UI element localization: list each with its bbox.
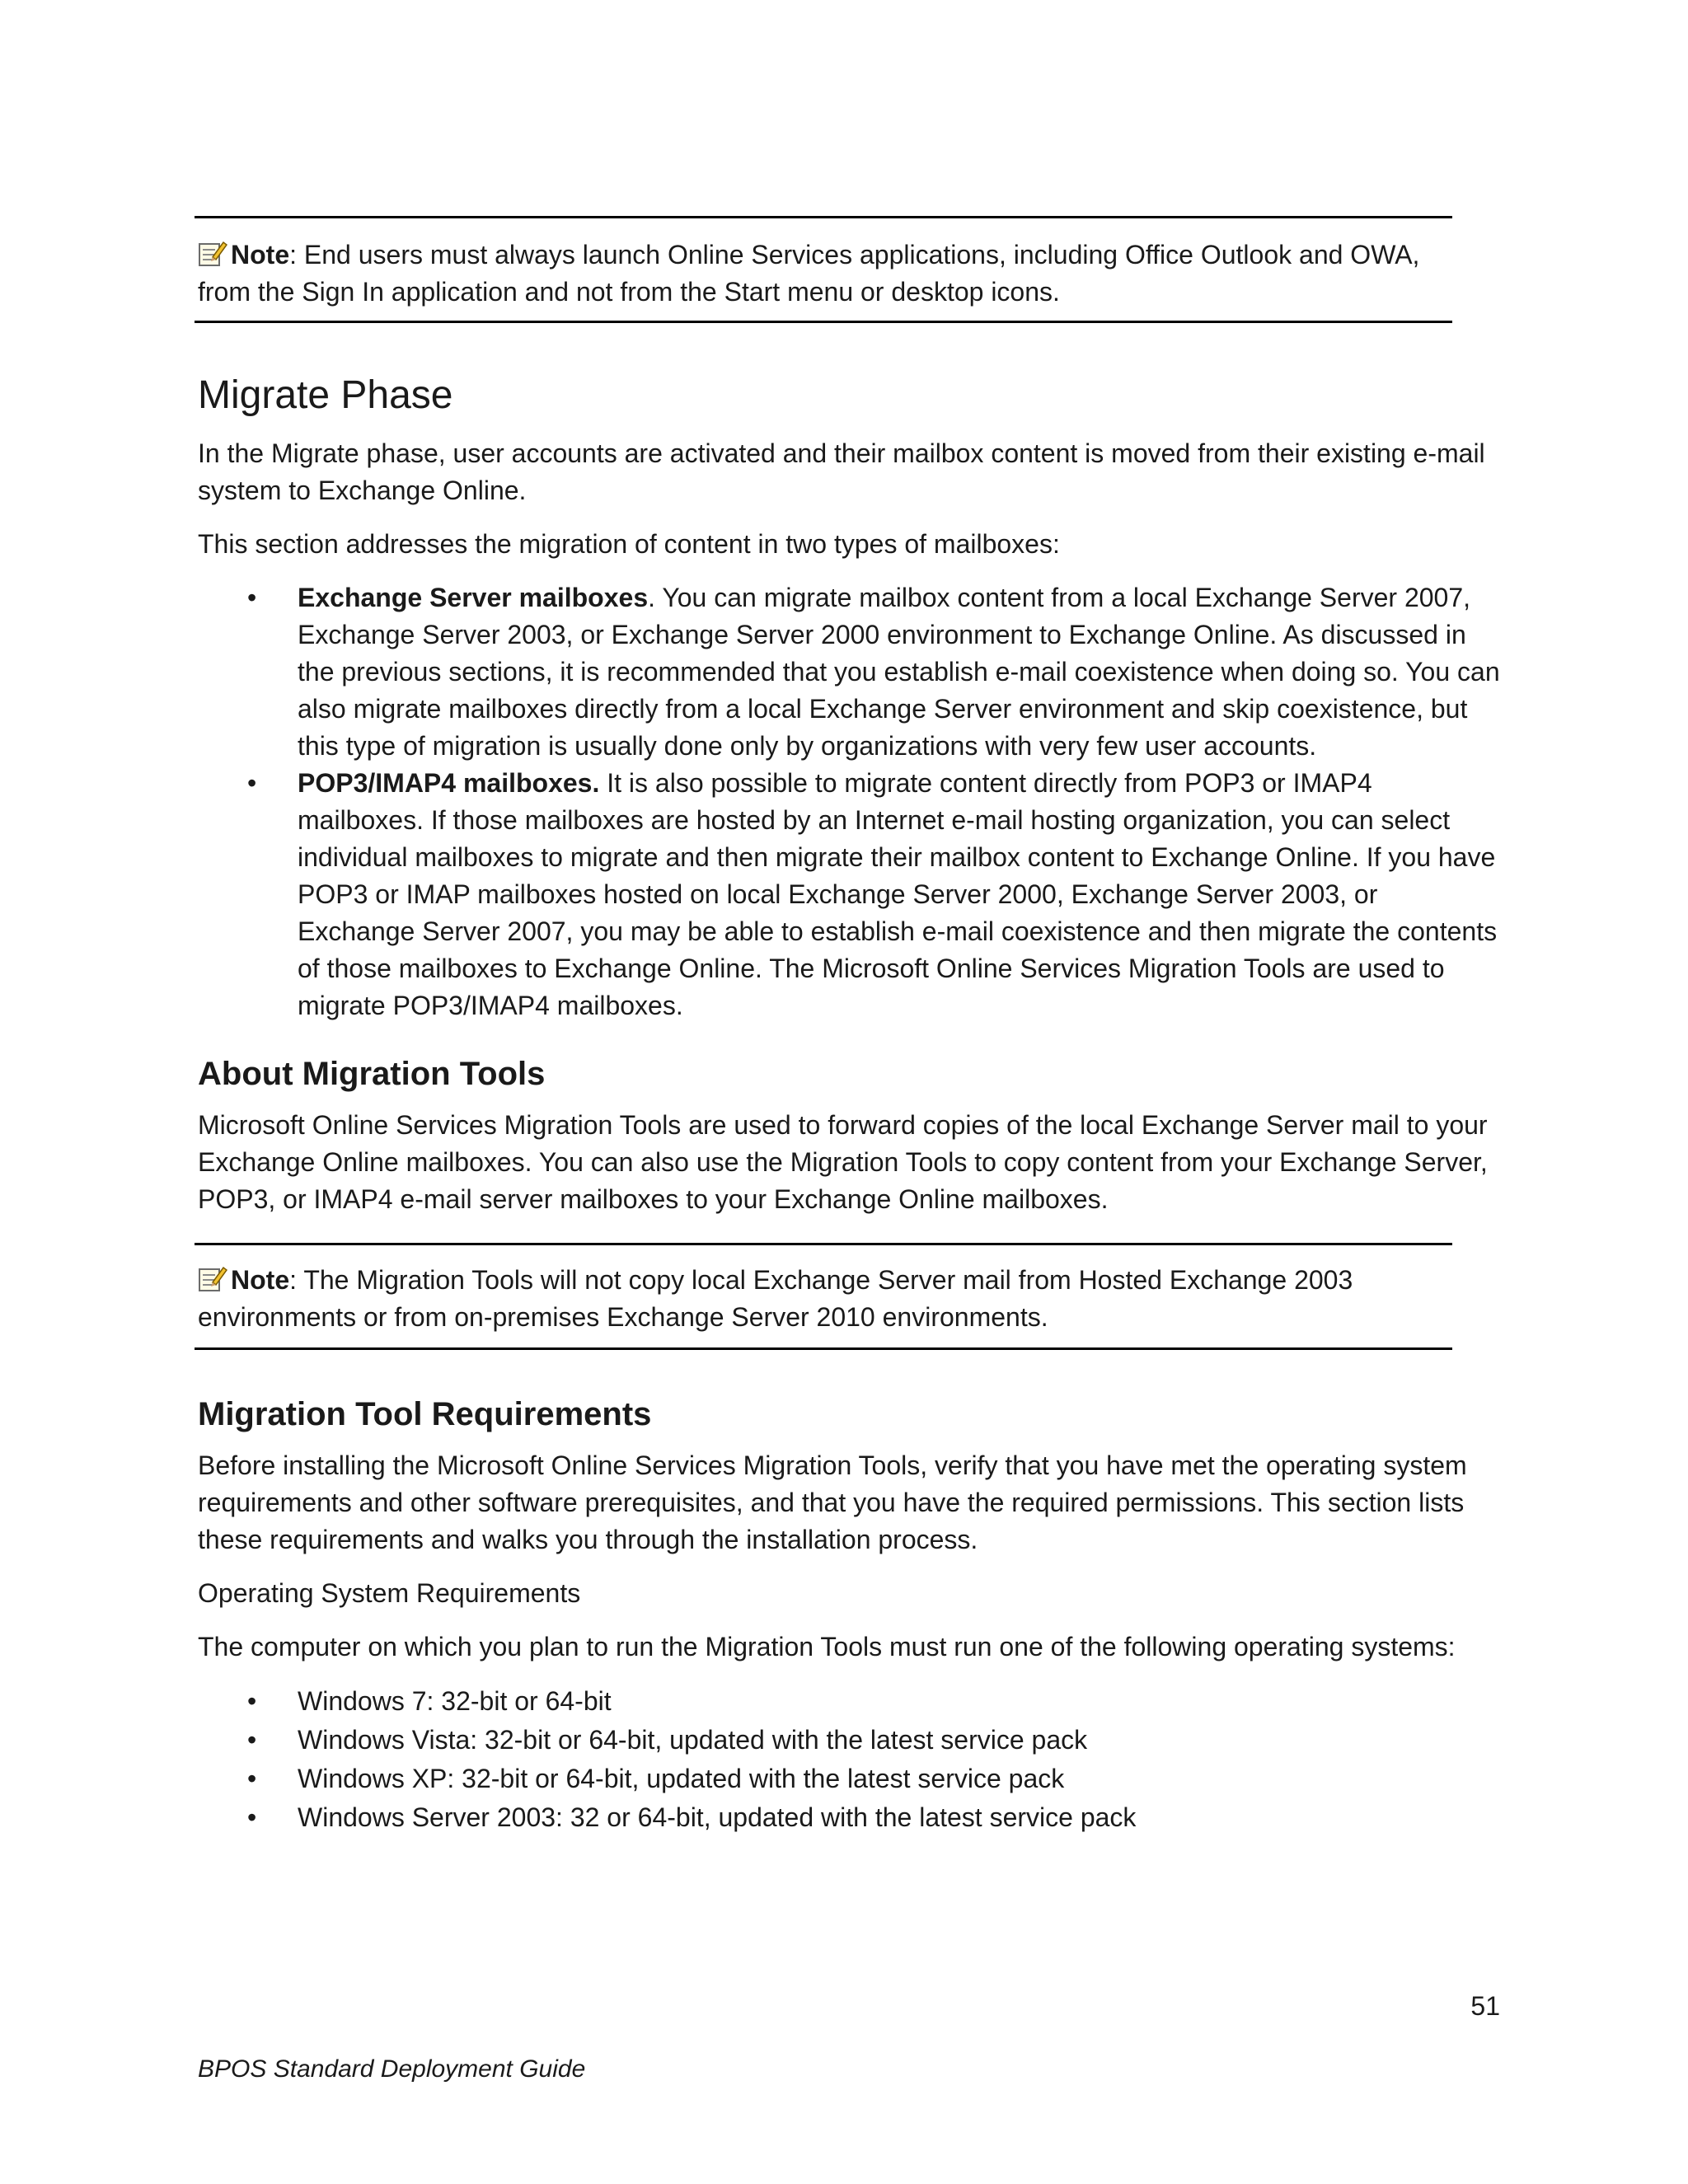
note-label: Note [231, 1265, 290, 1295]
page-number: 51 [1470, 1991, 1500, 2021]
page-content [198, 216, 1500, 1837]
list-item [198, 765, 1500, 1024]
list-item-term: POP3/IMAP4 mailboxes. [298, 768, 600, 798]
requirements-body: Before installing the Microsoft Online Services Migration Tools, verify that you have met the operating system requirements and other software prerequisites, and that you have the required permissions. This section lists these requirements and walks you through the installation process. [198, 1451, 1467, 1554]
migrate-section-intro: This section addresses the migration of content in two types of mailboxes: [198, 529, 1060, 559]
bullet: • [247, 768, 257, 798]
about-migration-tools-heading: About Migration Tools [198, 1056, 546, 1092]
list-item-text: It is also possible to migrate content directly from POP3 or IMAP4 mailboxes. If those mailboxes are hosted by an Internet e-mail hosting organization, you can select individual mailboxes to migrate and then migrate their mailbox content to Exchange Online. If you have POP3 or IMAP mailboxes hosted on local Exchange Server 2000, Exchange Server 2003, or Exchange Server 2007, you may be able to establish e-mail coexistence and then migrate the contents of those mailboxes to Exchange Online. The Microsoft Online Services Migration Tools are used to migrate POP3/IMAP4 mailboxes. [298, 768, 1498, 1020]
migration-tool-requirements-heading: Migration Tool Requirements [198, 1396, 652, 1432]
bullet: • [247, 1764, 257, 1793]
bullet: • [247, 583, 257, 612]
list-item [198, 1682, 1500, 1721]
note-text: : End users must always launch Online Services applications, including Office Outlook and OWA, from the Sign In application and not from the Start menu or desktop icons. [198, 240, 1420, 307]
list-item [198, 579, 1500, 765]
list-item [198, 1760, 1500, 1798]
list-item [198, 1721, 1500, 1760]
os-item: Windows Server 2003: 32 or 64-bit, updated with the latest service pack [298, 1802, 1137, 1832]
list-item-text: . You can migrate mailbox content from a local Exchange Server 2007, Exchange Server 2003, or Exchange Server 2000 environment to Exchange Online. As discussed in the previous sections, it is recommended that you establish e-mail coexistence when doing so. You can also migrate mailboxes directly from a local Exchange Server environment and skip coexistence, but this type of migration is usually done only by organizations with very few user accounts. [298, 583, 1500, 761]
note-label: Note [231, 240, 290, 269]
note-box [195, 216, 1452, 323]
note-box [195, 1243, 1452, 1350]
about-migration-tools-body: Microsoft Online Services Migration Tools are used to forward copies of the local Exchange Server mail to your Exchange Online mailboxes. You can also use the Migration Tools to copy content from your Exchange Server, POP3, or IMAP4 e-mail server mailboxes to your Exchange Online mailboxes. [198, 1110, 1488, 1214]
list-item-term: Exchange Server mailboxes [298, 583, 649, 612]
bullet: • [247, 1686, 257, 1716]
bullet: • [247, 1802, 257, 1832]
os-item: Windows XP: 32-bit or 64-bit, updated with the latest service pack [298, 1764, 1065, 1793]
os-item: Windows 7: 32-bit or 64-bit [298, 1686, 612, 1716]
os-requirements-intro: The computer on which you plan to run the Migration Tools must run one of the following operating systems: [198, 1632, 1456, 1661]
note-text: : The Migration Tools will not copy local Exchange Server mail from Hosted Exchange 2003 environments or from on-premises Exchange Server 2010 environments. [198, 1265, 1353, 1332]
os-list [198, 1682, 1500, 1837]
note-pencil-icon [198, 1264, 227, 1292]
note-pencil-icon [198, 239, 227, 267]
os-item: Windows Vista: 32-bit or 64-bit, updated with the latest service pack [298, 1725, 1088, 1755]
migrate-phase-heading: Migrate Phase [198, 373, 453, 417]
footer-title: BPOS Standard Deployment Guide [198, 2055, 586, 2083]
os-requirements-heading: Operating System Requirements [198, 1578, 581, 1608]
mailbox-type-list [198, 579, 1500, 1024]
list-item [198, 1798, 1500, 1837]
bullet: • [247, 1725, 257, 1755]
migrate-intro: In the Migrate phase, user accounts are activated and their mailbox content is moved from their existing e-mail system to Exchange Online. [198, 438, 1485, 505]
